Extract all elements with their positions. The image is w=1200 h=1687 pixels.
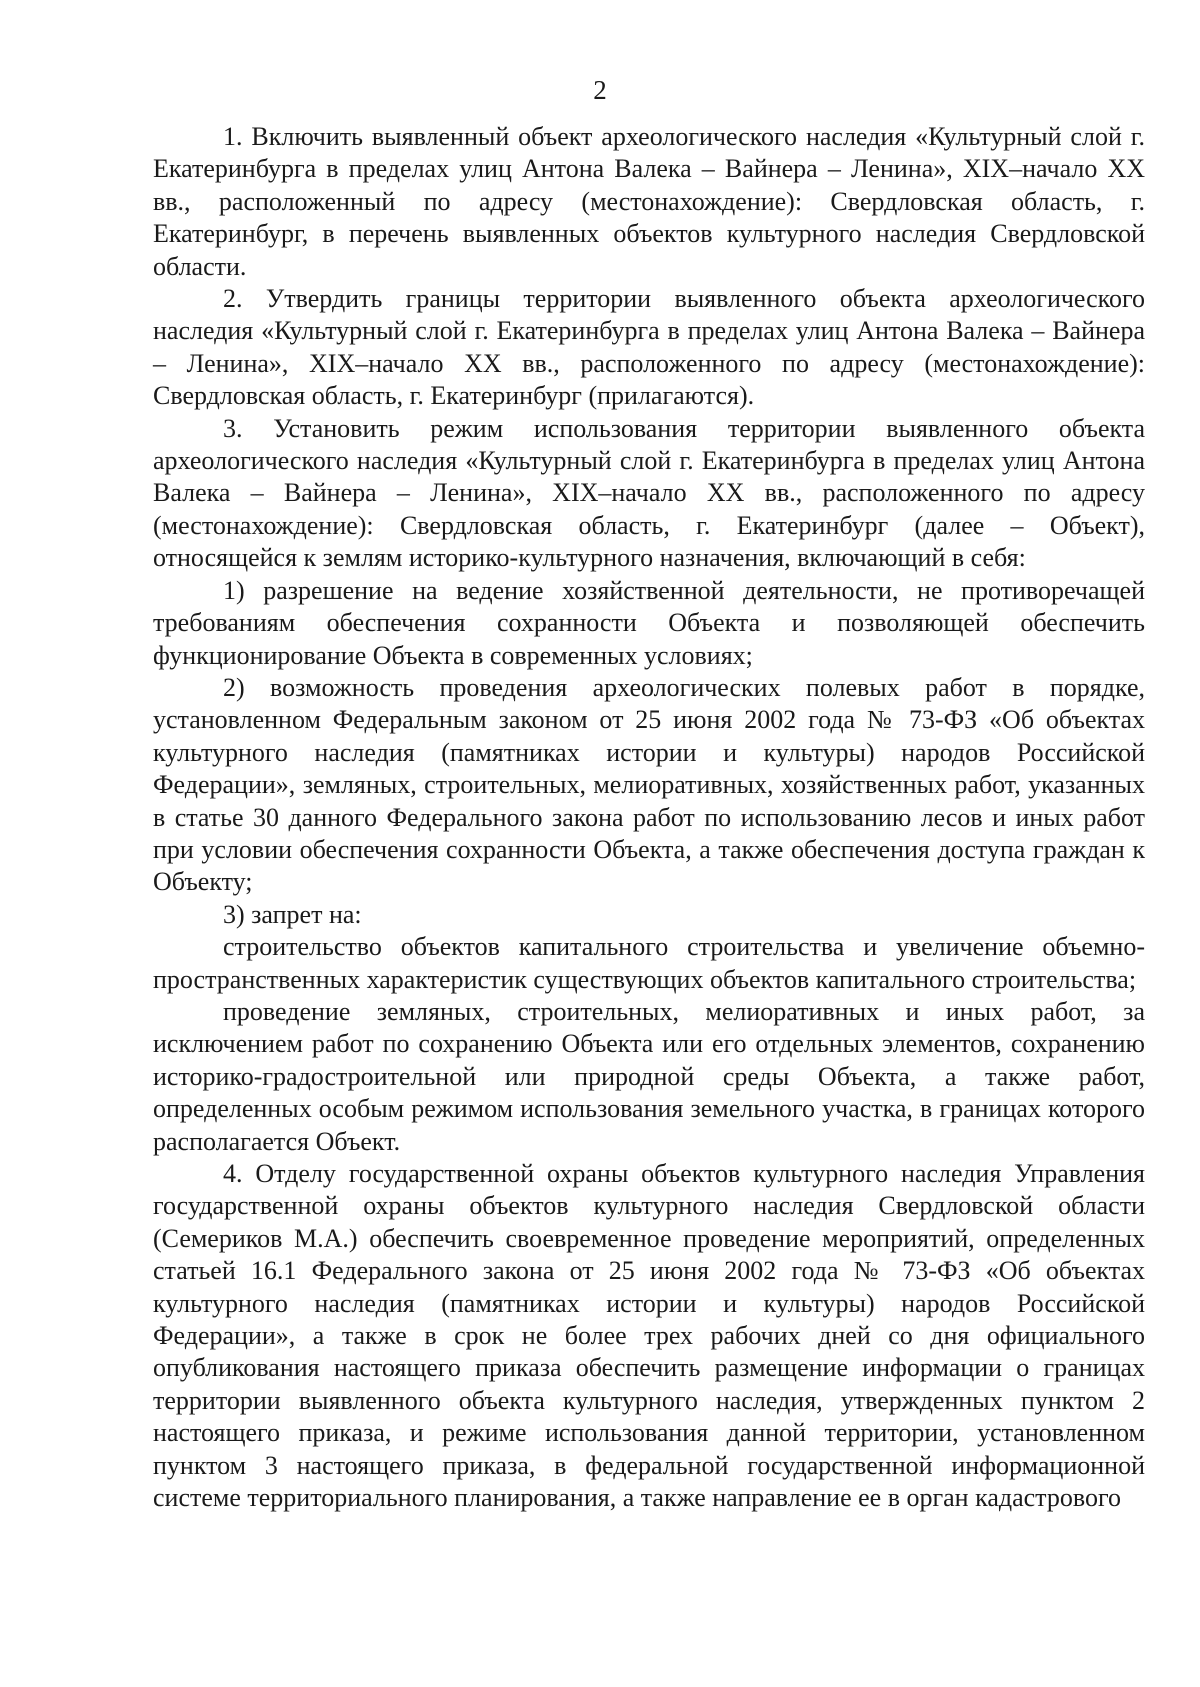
paragraph-item-2: 2. Утвердить границы территории выявленного объекта археологического наследия «Культурный слой г. Екатеринбурга в пределах улиц Антона Валека – Вайнера – Ленина», XIX–начало XX вв., расположенного по адресу (местонахождение): Свердловская область, г. Екатеринбург (прилагаются). [153, 284, 1145, 411]
paragraph-item-3: 3. Установить режим использования территории выявленного объекта археологического наследия «Культурный слой г. Екатеринбурга в пределах улиц Антона Валека – Вайнера – Ленина», XIX–начало XX вв., расположенного по адресу (местонахождение): Свердловская область, г. Екатеринбург (далее – Объект), относящейся к землям историко-культурного назначения, включающий в себя: [153, 413, 1145, 573]
paragraph-item-4: 4. Отделу государственной охраны объектов культурного наследия Управления государственной охраны объектов культурного наследия Свердловской области (Семериков М.А.) обеспечить своевременное проведение мероприятий, определенных статьей 16.1 Федерального закона от 25 июня 2002 года № 73-ФЗ «Об объектах культурного наследия (памятниках истории и культуры) народов Российской Федерации», а также в срок не более трех рабочих дней со дня официального опубликования настоящего приказа обеспечить размещение информации о границах территории выявленного объекта культурного наследия, утвержденных пунктом 2 настоящего приказа, и режиме использования данной территории, установленном пунктом 3 настоящего приказа, в федеральной государственной информационной системе территориального планирования, а также направление ее в орган кадастрового [153, 1159, 1145, 1513]
subparagraph-1: 1) разрешение на ведение хозяйственной деятельности, не противоречащей требованиям обеспечения сохранности Объекта и позволяющей обеспечить функционирование Объекта в современных условиях; [153, 575, 1145, 670]
prohibition-construction: строительство объектов капитального строительства и увеличение объемно-пространственных характеристик существующих объектов капитального строительства; [153, 932, 1145, 994]
page-number: 2 [593, 75, 607, 105]
subparagraph-3: 3) запрет на: [223, 899, 362, 929]
prohibition-works: проведение земляных, строительных, мелиоративных и иных работ, за исключением работ по сохранению Объекта или его отдельных элементов, сохранению историко-градостроительной или природной среды Объекта, а также работ, определенных особым режимом использования земельного участка, в границах которого располагается Объект. [153, 996, 1145, 1156]
document-body [153, 121, 1145, 1514]
subparagraph-2: 2) возможность проведения археологических полевых работ в порядке, установленном Федеральным законом от 25 июня 2002 года № 73-ФЗ «Об объектах культурного наследия (памятниках истории и культуры) народов Российской Федерации», земляных, строительных, мелиоративных, хозяйственных работ, указанных в статье 30 данного Федерального закона работ по использованию лесов и иных работ при условии обеспечения сохранности Объекта, а также обеспечения доступа граждан к Объекту; [153, 672, 1145, 897]
paragraph-item-1: 1. Включить выявленный объект археологического наследия «Культурный слой г. Екатеринбурга в пределах улиц Антона Валека – Вайнера – Ленина», XIX–начало XX вв., расположенный по адресу (местонахождение): Свердловская область, г. Екатеринбург, в перечень выявленных объектов культурного наследия Свердловской области. [153, 122, 1145, 281]
